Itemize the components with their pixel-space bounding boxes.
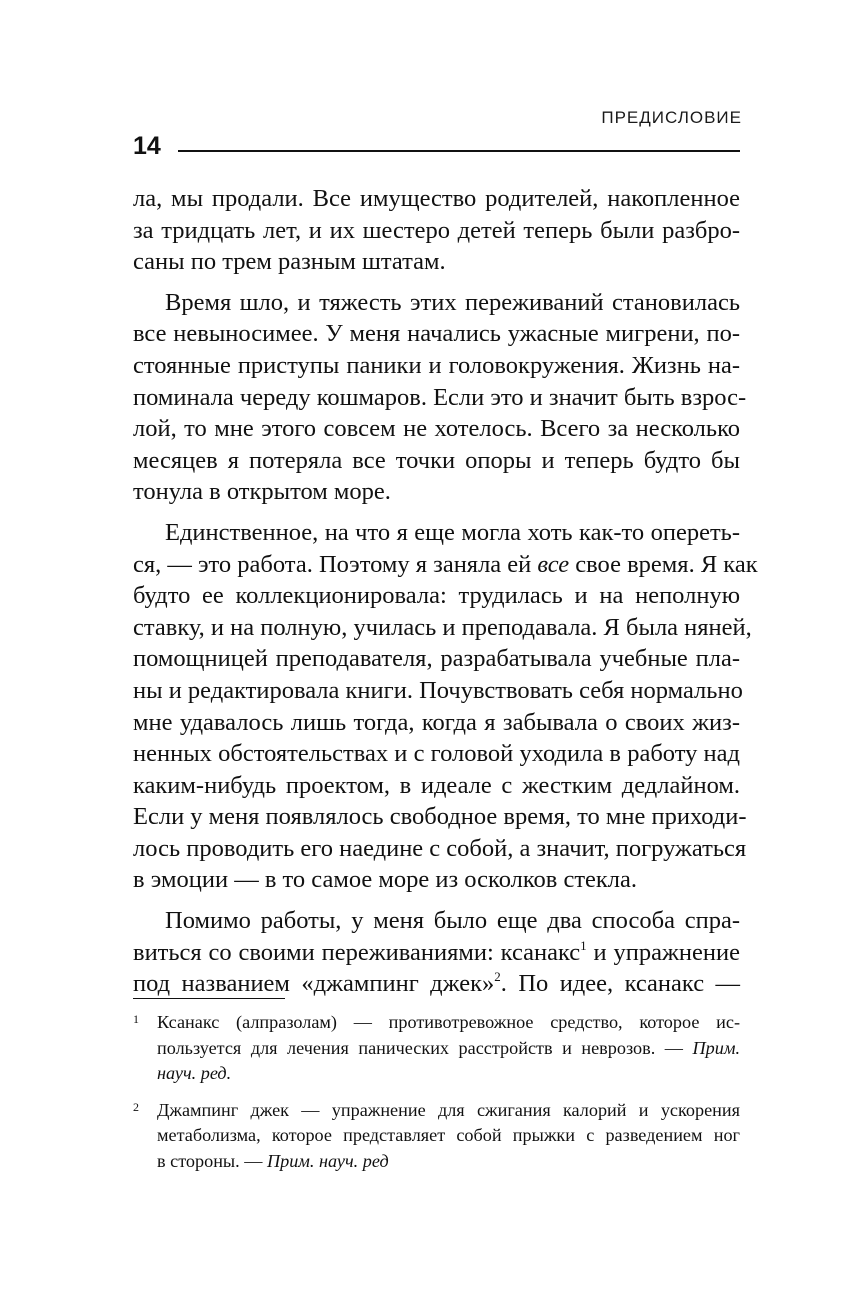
text-line: ла, мы продали. Все имущество родителей, накопленное — [133, 185, 740, 212]
text-run: пользуется для лечения панических расстройств и неврозов. — — [157, 1037, 693, 1058]
text-line: Если у меня появлялось свободное время, то мне приходи- — [133, 803, 747, 831]
footnote-ref-1[interactable]: 1 — [580, 937, 587, 953]
text-run: свое время. Я как — [569, 550, 758, 578]
footnote-ref-2[interactable]: 2 — [494, 969, 501, 985]
footnote-line — [157, 1149, 740, 1175]
text-line: саны по трем разным штатам. — [133, 248, 446, 276]
text-run: . По идее, ксанакс — — [500, 970, 740, 998]
text-line: ны и редактировала книги. Почувствовать себя нормально — [133, 676, 743, 704]
text-line: Время шло, и тяжесть этих переживаний становилась — [165, 288, 740, 316]
text-line: за тридцать лет, и их шестеро детей теперь были разбро- — [133, 216, 740, 244]
footnote-line: метаболизма, которое представляет собой прыжки с разведением ног — [157, 1125, 740, 1145]
text-run: ся, — это работа. Поэтому я заняла ей — [133, 550, 538, 578]
text-line — [133, 937, 740, 969]
text-line: ненных обстоятельствах и с головой уходила в работу над — [133, 740, 740, 768]
text-run: в стороны. — — [157, 1150, 267, 1171]
text-line — [133, 968, 740, 1000]
header-rule — [178, 150, 740, 152]
text-line: тонула в открытом море. — [133, 478, 391, 506]
text-line: Единственное, на что я еще могла хоть как-то опереть- — [165, 518, 740, 546]
main-text — [133, 183, 758, 1000]
footnote-2 — [133, 1098, 740, 1175]
text-line: в эмоции — в то самое море из осколков стекла. — [133, 866, 638, 894]
footnotes — [133, 1010, 740, 1174]
emphasis: все — [537, 550, 570, 578]
paragraph-3 — [133, 517, 758, 896]
paragraph-4 — [133, 905, 740, 1000]
text-line: поминала череду кошмаров. Если это и значит быть взрос- — [133, 383, 747, 411]
footnote-line: Джампинг джек — упражнение для сжигания калорий и ускорения — [157, 1099, 740, 1120]
text-run: виться со своими переживаниями: ксанакс — [133, 938, 581, 966]
text-line: лось проводить его наедине с собой, а значит, погружаться — [133, 834, 747, 862]
text-line: помощницей преподавателя, разрабатывала учебные пла- — [133, 645, 740, 673]
text-line: лой, то мне этого совсем не хотелось. Всего за несколько — [133, 415, 740, 443]
text-line: ставку, и на полную, училась и преподавала. Я была няней, — [133, 613, 752, 641]
text-line: каким-нибудь проектом, в идеале с жестким дедлайном. — [133, 771, 740, 799]
paragraph-2 — [133, 287, 747, 508]
page-number: 14 — [133, 132, 161, 160]
footnote-line — [157, 1036, 740, 1062]
footnote-number: 1 — [133, 1012, 139, 1026]
footnote-line — [157, 1061, 740, 1087]
text-line: будто ее коллекционировала: трудилась и на неполную — [133, 582, 740, 610]
text-line: месяцев я потеряла все точки опоры и теперь будто бы — [133, 446, 740, 474]
text-line: стоянные приступы паники и головокружения. Жизнь на- — [133, 351, 740, 379]
running-head-title: ПРЕДИСЛОВИЕ — [601, 108, 742, 127]
footnote-line: Ксанакс (алпразолам) — противотревожное средство, которое ис- — [157, 1012, 740, 1032]
emphasis: Прим. науч. ред — [266, 1150, 389, 1171]
text-run: и упражнение — [586, 938, 740, 966]
text-line — [133, 549, 758, 581]
footnote-rule — [133, 998, 285, 999]
text-line: мне удавалось лишь тогда, когда я забывала о своих жиз- — [133, 708, 740, 736]
footnote-1 — [133, 1010, 740, 1087]
text-line: Помимо работы, у меня было еще два способа спра- — [165, 907, 740, 935]
paragraph-1 — [133, 183, 740, 278]
footnote-number: 2 — [133, 1099, 139, 1114]
emphasis: науч. ред. — [157, 1063, 232, 1083]
emphasis: Прим. — [692, 1037, 740, 1058]
text-run: под названием «джампинг джек» — [133, 970, 495, 998]
text-line: все невыносимее. У меня начались ужасные мигрени, по- — [133, 320, 740, 348]
